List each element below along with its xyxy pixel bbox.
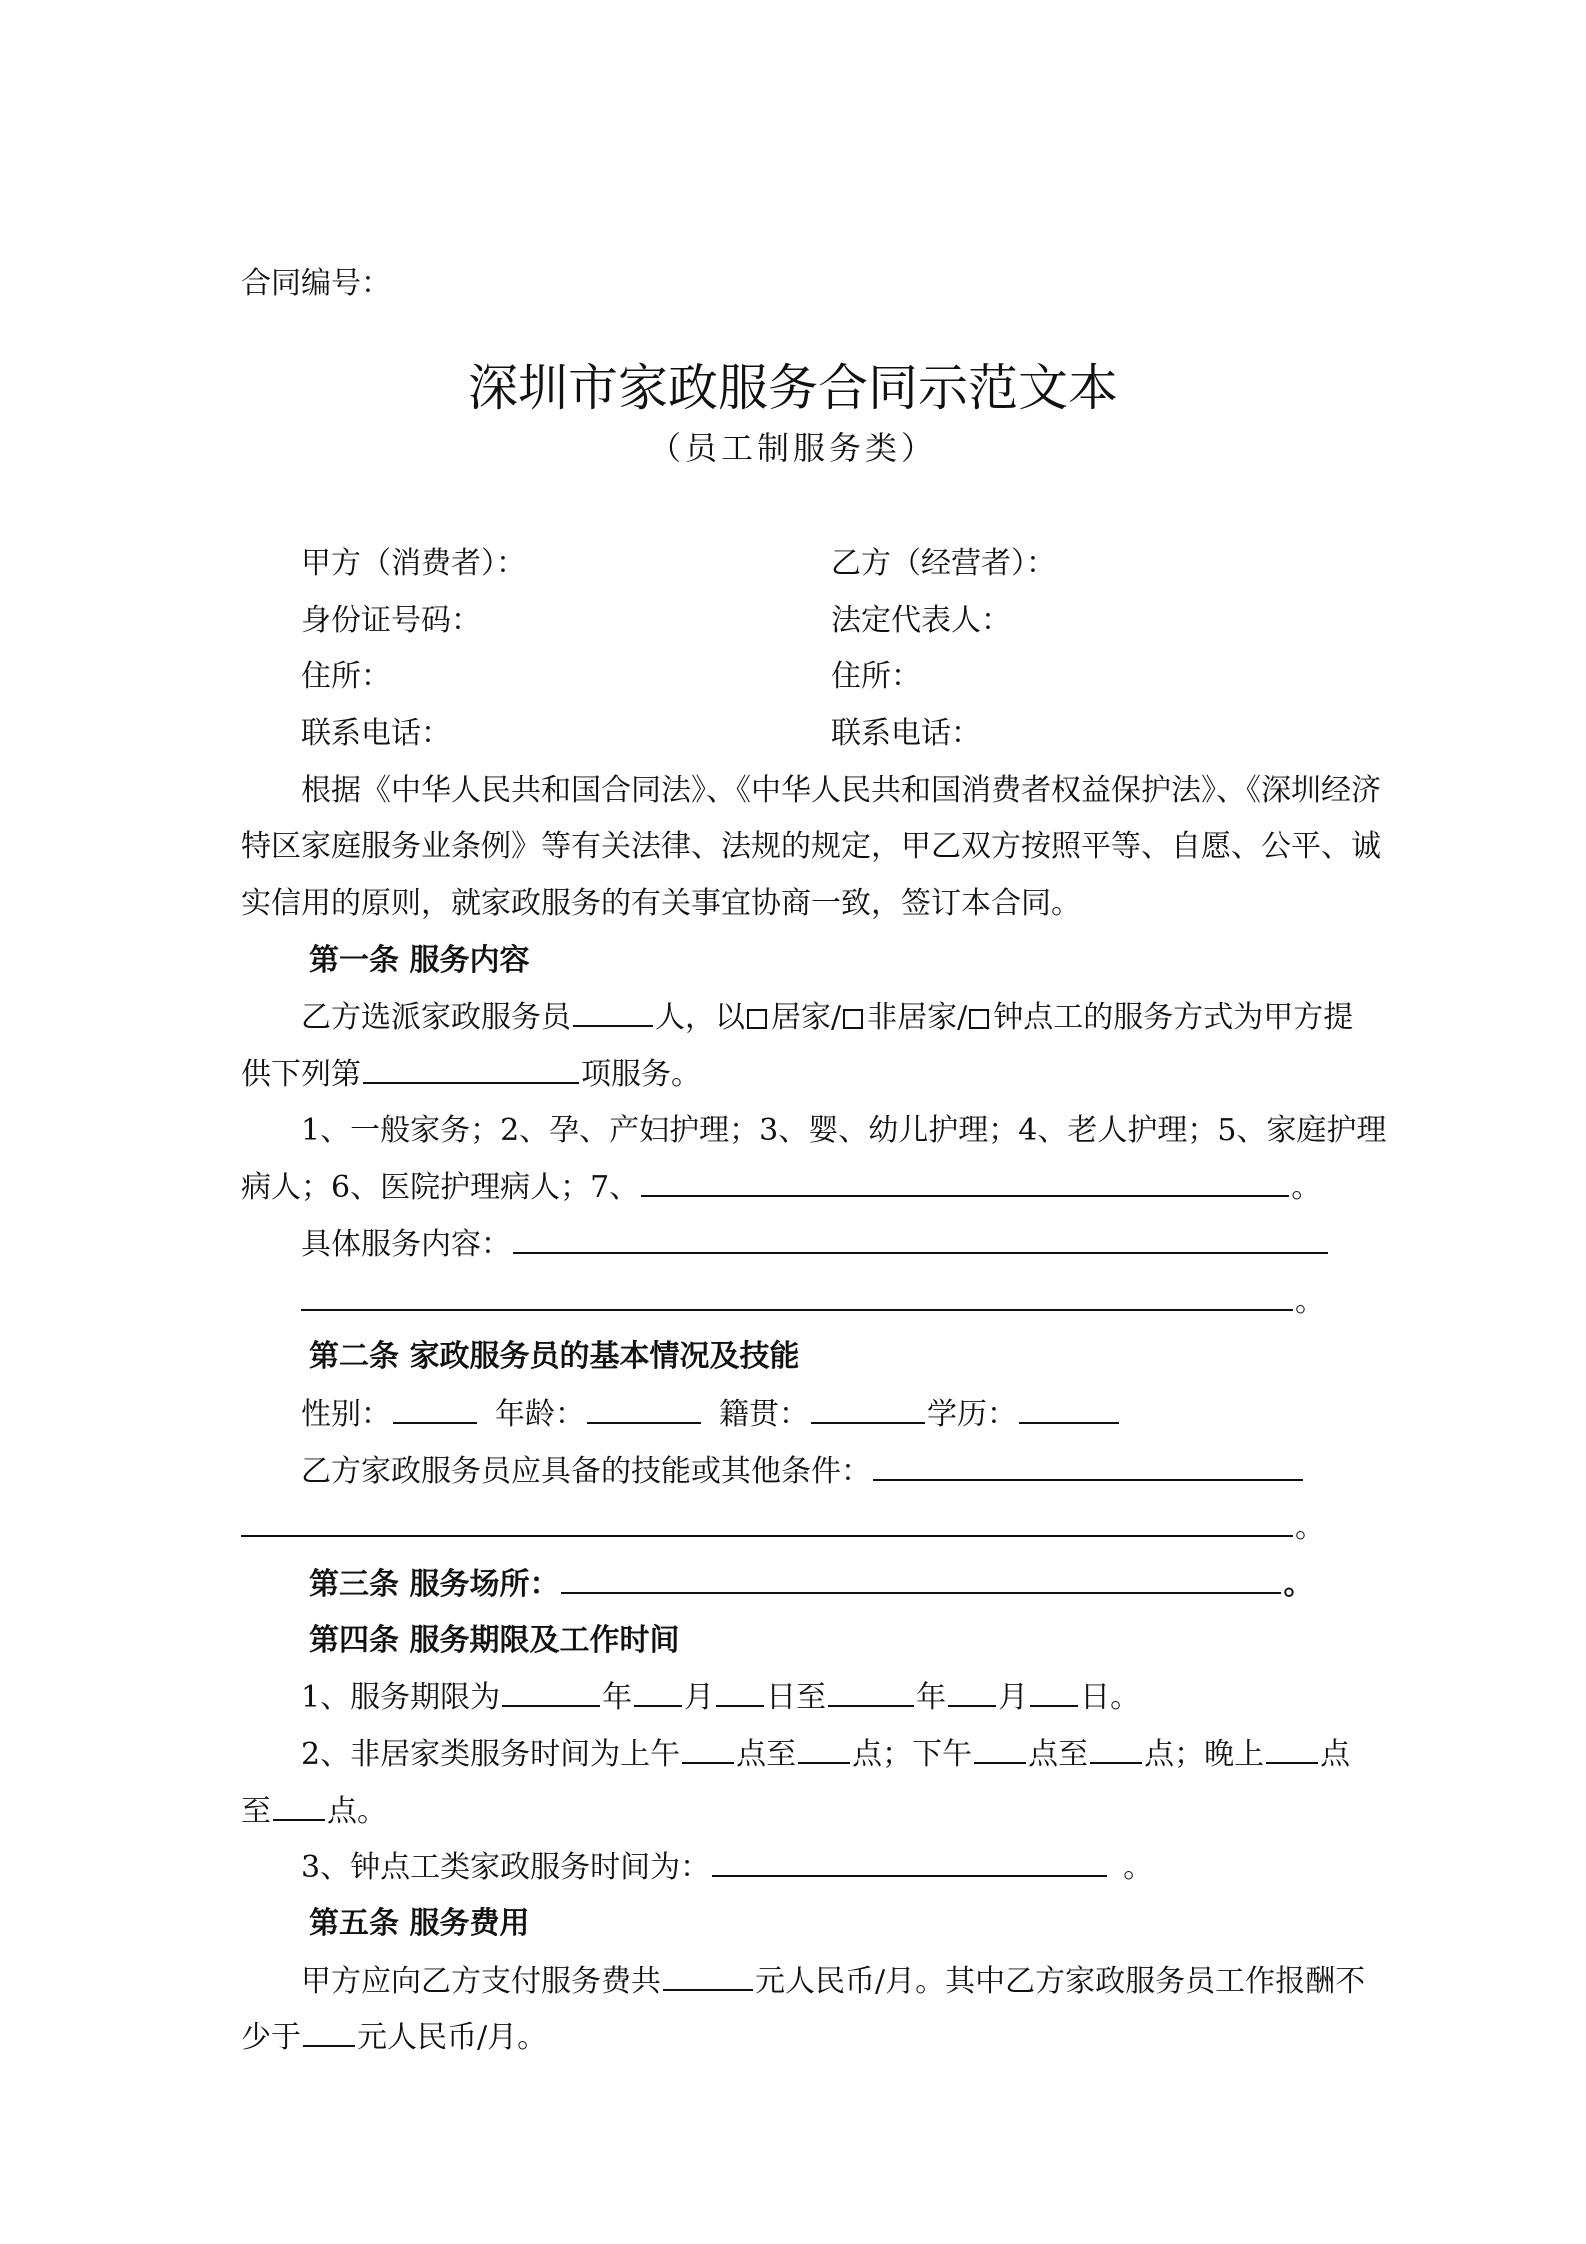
document-subtitle: （员工制服务类） [648,429,937,467]
education-blank[interactable] [1019,1394,1119,1424]
end-year-blank[interactable] [828,1677,914,1707]
text: 至 [241,1794,271,1829]
other-service-blank[interactable] [641,1167,1289,1197]
article-2-line-3 [241,1507,1325,1548]
pm-start-blank[interactable] [974,1734,1026,1764]
text: 。 [1123,1850,1154,1885]
article-1-line-6 [301,1281,1325,1322]
text: 少于 [241,2020,301,2055]
article-5-heading: 第五条 服务费用 [309,1906,530,1941]
checkbox-live-in[interactable] [747,1009,767,1029]
worker-pay-blank[interactable] [303,2017,355,2047]
service-items-blank[interactable] [363,1054,579,1084]
text: 非居家/ [867,1000,968,1035]
evening-end-blank[interactable] [273,1791,325,1821]
text: 第三条 服务场所： [309,1567,560,1602]
text: 。 [1295,1284,1325,1319]
article-2-line-1 [301,1394,1121,1435]
service-content-blank[interactable] [513,1224,1328,1254]
party-b-name-label: 乙方（经营者）： [831,546,1056,581]
text: 年 [916,1680,947,1715]
article-5-line-1 [301,1961,1365,2002]
article-1-line-1 [301,997,1353,1038]
text: 点 [1320,1737,1351,1772]
end-day-blank[interactable] [1030,1677,1078,1707]
service-content-blank-2[interactable] [301,1281,1293,1311]
text: 项服务。 [581,1057,701,1092]
article-2-line-2 [301,1451,1305,1492]
text: 籍贯： [719,1397,809,1432]
text: 性别： [301,1397,391,1432]
party-a-address-label: 住所： [301,659,391,694]
text: 年龄： [495,1397,585,1432]
text: 。 [1295,1510,1325,1545]
end-month-blank[interactable] [948,1677,996,1707]
preamble-line-1: 根据《中华人民共和国合同法》、《中华人民共和国消费者权益保护法》、《深圳经济 [301,773,1381,808]
text: 甲方应向乙方支付服务费共 [301,1964,661,1999]
text: 日。 [1080,1680,1141,1715]
party-a-id-label: 身份证号码： [301,603,481,638]
am-start-blank[interactable] [682,1734,734,1764]
start-year-blank[interactable] [502,1677,600,1707]
preamble-line-2: 特区家庭服务业条例》等有关法律、法规的规定，甲乙双方按照平等、自愿、公平、诚 [241,829,1381,864]
text: 。 [1283,1567,1314,1602]
contract-number-label: 合同编号： [241,266,391,301]
service-location-blank[interactable] [561,1564,1281,1594]
worker-count-blank[interactable] [573,997,653,1027]
text: 1、服务期限为 [301,1680,501,1715]
text: 年 [602,1680,633,1715]
text: 供下列第 [241,1057,361,1092]
text: 点至 [736,1737,797,1772]
article-2-heading: 第二条 家政服务员的基本情况及技能 [309,1339,800,1374]
evening-start-blank[interactable] [1266,1734,1318,1764]
article-4-heading: 第四条 服务期限及工作时间 [309,1623,680,1658]
article-1-line-5 [301,1224,1330,1265]
party-a-name-label: 甲方（消费者）： [301,546,526,581]
text: 学历： [927,1397,1017,1432]
text: 月 [998,1680,1029,1715]
text: 。 [1291,1170,1322,1205]
article-1-line-2 [241,1054,701,1095]
party-b-phone-label: 联系电话： [831,716,981,751]
skills-blank-2[interactable] [241,1507,1293,1537]
text: 3、钟点工类家政服务时间为： [301,1850,711,1885]
party-a-phone-label: 联系电话： [301,716,451,751]
text: 乙方选派家政服务员 [301,1000,571,1035]
document-title: 深圳市家政服务合同示范文本 [468,359,1118,417]
checkbox-live-out[interactable] [843,1009,863,1029]
text: 具体服务内容： [301,1227,511,1262]
am-end-blank[interactable] [798,1734,850,1764]
article-1-heading: 第一条 服务内容 [309,943,530,978]
party-b-address-label: 住所： [831,659,921,694]
text: 2、非居家类服务时间为上午 [301,1737,681,1772]
party-b-rep-label: 法定代表人： [831,603,1011,638]
text: 元人民币/月。其中乙方家政服务员工作报酬不 [755,1964,1366,1999]
article-5-line-2 [241,2017,547,2058]
start-day-blank[interactable] [716,1677,764,1707]
text: 钟点工的服务方式为甲方提 [993,1000,1354,1035]
text: 乙方家政服务员应具备的技能或其他条件： [301,1454,871,1489]
article-4-line-4 [301,1847,1153,1888]
article-1-line-4 [241,1167,1321,1208]
age-blank[interactable] [587,1394,701,1424]
skills-blank[interactable] [873,1451,1303,1481]
text: 居家/ [771,1000,842,1035]
preamble-line-3: 实信用的原则，就家政服务的有关事宜协商一致，签订本合同。 [241,886,1081,921]
text: 点；下午 [852,1737,973,1772]
origin-blank[interactable] [811,1394,925,1424]
text: 点。 [327,1794,387,1829]
text: 元人民币/月。 [357,2020,548,2055]
article-3-heading [309,1564,1313,1605]
text: 病人；6、医院护理病人；7、 [241,1170,640,1205]
article-1-line-3: 1、一般家务；2、孕、产妇护理；3、婴、幼儿护理；4、老人护理；5、家庭护理 [301,1113,1387,1148]
hourly-time-blank[interactable] [712,1847,1107,1877]
service-fee-blank[interactable] [663,1961,753,1991]
article-4-line-3 [241,1791,387,1832]
article-4-line-2 [301,1734,1350,1775]
article-4-line-1 [301,1677,1140,1718]
text: 点至 [1028,1737,1089,1772]
text: 点；晚上 [1144,1737,1265,1772]
start-month-blank[interactable] [634,1677,682,1707]
text: 日至 [766,1680,827,1715]
text: 月 [684,1680,715,1715]
text: 人，以 [655,1000,745,1035]
pm-end-blank[interactable] [1090,1734,1142,1764]
gender-blank[interactable] [393,1394,477,1424]
checkbox-hourly[interactable] [969,1009,989,1029]
